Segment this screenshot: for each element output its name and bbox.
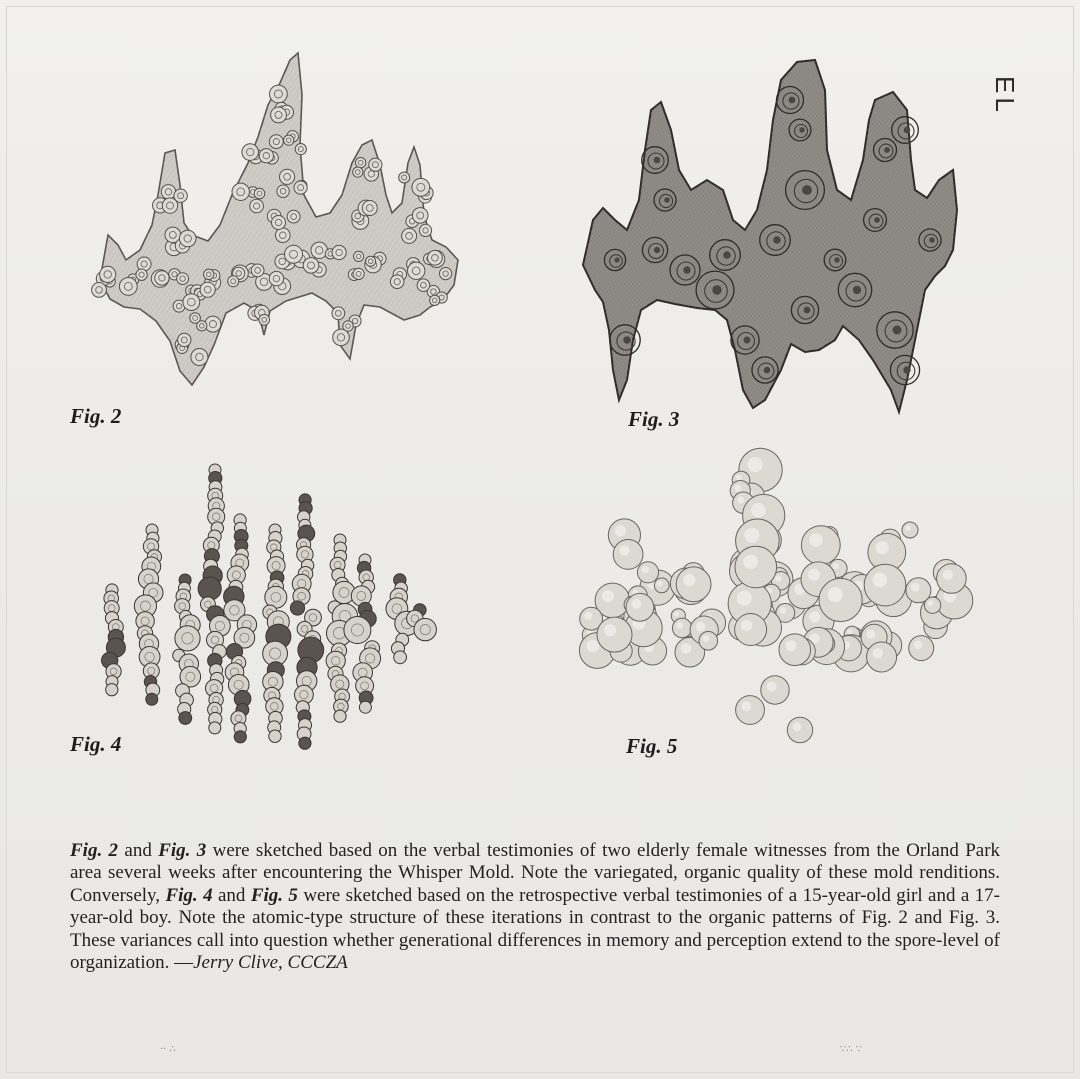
figure-4-label: Fig. 4 xyxy=(70,732,122,756)
figure-3-swirl-core xyxy=(654,247,660,253)
caption-and-2: and xyxy=(212,884,251,906)
figure-2-ring xyxy=(100,266,116,282)
figure-5-sphere-clusters xyxy=(579,448,972,742)
figure-2-ring xyxy=(355,158,365,168)
figure-5-sphere-highlight xyxy=(876,541,889,554)
figure-5-sphere-highlight xyxy=(775,575,781,581)
figure-2-ring xyxy=(232,183,249,200)
figure-2-ring xyxy=(269,135,283,149)
figure-5-sphere-highlight xyxy=(743,555,758,570)
figure-3-swirl-core xyxy=(773,236,781,244)
figure-5-sphere-highlight xyxy=(744,528,759,543)
figure-5-sphere-highlight xyxy=(734,485,741,492)
figure-2-ring xyxy=(332,307,345,320)
caption-text-2: were sketched based on the retrospective verbal testimonies of a 15-year-old girl and a 17-year-old boy. Note the atomic-type structure of these iterations in contrast to the organic patterns of Fig. 2 and Fig. 3. These variances call into question whether generational differences in memory and perception extend to the spore-level of organization. — xyxy=(70,884,1001,974)
figure-2-ring xyxy=(251,264,264,277)
figure-5-sphere xyxy=(613,540,643,570)
caption-author: Jerry Clive, CCCZA xyxy=(193,952,348,974)
figure-2-ring xyxy=(419,224,431,236)
figure-4-bead xyxy=(359,701,371,713)
figure-5-sphere-highlight xyxy=(741,701,751,711)
figure-3-swirl-core xyxy=(764,367,771,374)
figure-3-swirl-core xyxy=(874,217,880,223)
figure-2-ring xyxy=(354,251,364,261)
figure-2-ring xyxy=(277,185,289,197)
figure-2-ring xyxy=(190,313,201,324)
figure-2-ring xyxy=(280,169,295,184)
figure-4-bead xyxy=(269,730,281,742)
figure-2-ring xyxy=(254,188,265,199)
figure-2-ring xyxy=(353,268,364,279)
figure-3-swirl-core xyxy=(623,336,631,344)
caption-fig4-ref: Fig. 4 xyxy=(165,884,213,906)
figure-4-bead-dark xyxy=(179,712,192,725)
figure-5-drawing xyxy=(575,450,975,750)
figure-2-ring xyxy=(183,294,200,311)
figure-5-sphere xyxy=(735,546,777,588)
figure-2-ring xyxy=(205,316,221,332)
figure-3-swirl-core xyxy=(789,97,796,104)
margin-initials xyxy=(990,76,1030,146)
figure-5-sphere-highlight xyxy=(737,496,744,503)
figure-3-swirl-core xyxy=(853,286,861,294)
figure-2-sketch xyxy=(80,45,470,400)
figure-5-sphere-highlight xyxy=(833,563,839,569)
figure-5-sphere xyxy=(654,578,669,593)
figure-2-ring xyxy=(276,228,291,243)
figure-5-sphere-highlight xyxy=(780,607,787,614)
figure-5-sphere-highlight xyxy=(737,591,752,606)
figure-4-bead xyxy=(344,617,371,644)
figure-5-sphere xyxy=(864,564,906,606)
figure-2-ring xyxy=(228,276,239,287)
figure-5-sphere-highlight xyxy=(808,569,820,581)
figure-4-drawing xyxy=(90,460,440,755)
figure-2-ring xyxy=(177,273,189,285)
figure-5-sphere-highlight xyxy=(604,624,616,636)
figure-5-sphere xyxy=(867,642,897,672)
margin-initials-text: EL xyxy=(990,76,1020,116)
figure-3-swirl-core xyxy=(903,366,910,373)
figure-5-sphere-highlight xyxy=(657,581,662,586)
figure-2-ring xyxy=(178,333,191,346)
figure-2-ring xyxy=(271,107,287,123)
figure-5-sphere xyxy=(626,593,654,621)
figure-2-ring xyxy=(402,228,417,243)
figure-5-sphere-highlight xyxy=(785,640,796,651)
figure-5-sphere-highlight xyxy=(748,457,763,472)
caption-fig3-ref: Fig. 3 xyxy=(158,840,207,861)
figure-5-sphere-highlight xyxy=(911,583,920,592)
figure-5-sphere-highlight xyxy=(847,629,852,634)
figure-5-sphere-highlight xyxy=(584,612,592,620)
figure-5-sphere-highlight xyxy=(736,475,742,481)
figure-5-sketch xyxy=(575,450,975,750)
figure-5-sphere-highlight xyxy=(766,681,776,691)
figure-5-sphere-highlight xyxy=(681,643,691,653)
caption-fig5-ref: Fig. 5 xyxy=(250,884,298,906)
figure-3-swirl-core xyxy=(802,185,812,195)
figure-5-sphere xyxy=(736,696,765,725)
figure-5-sphere xyxy=(761,676,789,704)
figure-5-sphere-highlight xyxy=(905,525,911,531)
figure-5-sphere-highlight xyxy=(683,574,695,586)
scan-speck: ∵∴ ∵ xyxy=(840,1044,863,1055)
figure-2-ring xyxy=(259,149,273,163)
figure-3-swirl-core xyxy=(683,266,690,273)
figure-3-swirl-core xyxy=(712,285,721,294)
figure-2-ring xyxy=(390,275,404,289)
figure-4-bead xyxy=(414,618,436,640)
figure-5-sphere xyxy=(902,522,918,538)
figure-2-ring xyxy=(333,329,350,346)
figure-2-ring xyxy=(412,208,428,224)
figure-2-ring xyxy=(399,172,410,183)
figure-2-ring xyxy=(417,279,430,292)
figure-5-sphere xyxy=(819,578,862,621)
figure-2-ring xyxy=(204,269,214,279)
figure-2-ring xyxy=(369,158,382,171)
figure-2-ring xyxy=(428,250,443,265)
figure-3-swirl-core xyxy=(664,197,670,203)
figure-4-bead xyxy=(175,626,200,651)
figure-2-ring xyxy=(191,349,208,366)
figure-4-bead-dark xyxy=(299,737,311,749)
figure-3-swirl-core xyxy=(929,237,935,243)
figure-2-ring xyxy=(353,167,363,177)
figure-2-ring xyxy=(270,85,288,103)
figure-4-bead xyxy=(334,710,346,722)
figure-4-bead-dark xyxy=(146,693,158,705)
figure-5-sphere-highlight xyxy=(676,622,683,629)
figure-2-ring xyxy=(119,278,137,296)
figure-2-ring xyxy=(179,230,196,247)
figure-3-swirl-core xyxy=(799,127,804,132)
figure-3-swirl-core xyxy=(804,307,811,314)
caption-fig2-ref: Fig. 2 xyxy=(70,840,119,861)
figure-3-label: Fig. 3 xyxy=(628,407,680,431)
figure-5-sphere xyxy=(801,526,840,565)
figure-5-sphere-highlight xyxy=(674,612,679,617)
figure-2-ring xyxy=(366,256,376,266)
figure-4-sketch xyxy=(90,460,440,755)
figure-5-sphere-highlight xyxy=(873,648,883,658)
figure-2-ring xyxy=(272,216,286,230)
figure-5-sphere-highlight xyxy=(928,600,934,606)
figure-3-sketch xyxy=(575,40,970,425)
figure-2-ring xyxy=(162,198,177,213)
figure-5-sphere xyxy=(779,634,811,666)
figure-3-swirl-core xyxy=(834,257,839,262)
figure-5-sphere-highlight xyxy=(602,590,614,602)
figure-2-ring xyxy=(136,269,147,280)
figure-2-ring xyxy=(161,185,175,199)
figure-3-drawing xyxy=(575,40,970,425)
figure-5-sphere-highlight xyxy=(642,566,649,573)
figure-5-sphere xyxy=(787,717,812,742)
caption-and-1: and xyxy=(118,840,159,861)
figure-3-swirl-core xyxy=(904,127,911,134)
figure-2-ring xyxy=(412,178,430,196)
figure-2-ring xyxy=(242,144,259,161)
figure-2-label: Fig. 2 xyxy=(70,404,122,428)
figure-2-ring xyxy=(250,199,264,213)
figure-5-sphere-highlight xyxy=(828,587,843,602)
figure-5-sphere-highlight xyxy=(615,525,626,536)
figure-5-sphere xyxy=(672,618,691,637)
figure-5-sphere-highlight xyxy=(632,599,642,609)
figure-5-sphere-highlight xyxy=(741,620,752,631)
figure-5-sphere-highlight xyxy=(703,635,710,642)
figure-5-label: Fig. 5 xyxy=(626,734,678,758)
figure-5-sphere xyxy=(637,562,658,583)
scan-speck: ·· ∴ xyxy=(160,1044,176,1055)
figure-5-sphere-highlight xyxy=(809,612,820,623)
figure-4-bead xyxy=(106,684,118,696)
figure-2-ring xyxy=(362,201,377,216)
figure-5-sphere-highlight xyxy=(914,641,923,650)
figure-3-swirl-core xyxy=(884,147,890,153)
figure-5-sphere-highlight xyxy=(873,573,888,588)
figure-5-sphere-highlight xyxy=(696,622,706,632)
figure-2-ring xyxy=(284,135,294,145)
figure-2-ring xyxy=(200,282,215,297)
figure-5-sphere xyxy=(909,636,934,661)
figure-5-sphere-highlight xyxy=(587,640,600,653)
figure-4-bead-dark xyxy=(290,601,304,615)
figure-4-bead-clusters xyxy=(102,464,437,749)
figure-2-drawing xyxy=(80,45,470,400)
figure-2-ring xyxy=(343,321,353,331)
figure-2-ring xyxy=(440,268,452,280)
figure-2-ring xyxy=(408,262,425,279)
figure-5-sphere-highlight xyxy=(792,722,801,731)
figure-2-ring xyxy=(311,242,327,258)
figure-2-ring xyxy=(269,271,283,285)
figure-5-sphere-highlight xyxy=(809,533,823,547)
figure-2-ring xyxy=(294,181,307,194)
figure-caption-paragraph xyxy=(70,840,1000,974)
figure-3-swirl-core xyxy=(723,251,731,259)
figure-3-swirl-core xyxy=(614,257,619,262)
figure-3-swirl-core xyxy=(654,157,661,164)
figure-5-sphere xyxy=(735,614,767,646)
figure-4-bead-dark xyxy=(234,731,246,743)
figure-3-swirl-core xyxy=(893,326,902,335)
figure-2-ring xyxy=(332,245,346,259)
figure-2-ring xyxy=(430,295,440,305)
figure-2-ring xyxy=(92,283,107,298)
figure-2-ring xyxy=(137,257,151,271)
figure-2-ring xyxy=(285,245,303,263)
figure-2-ring xyxy=(155,271,169,285)
figure-2-ring xyxy=(303,258,319,274)
figure-5-sphere-highlight xyxy=(619,545,629,555)
figure-5-sphere-highlight xyxy=(751,503,766,518)
figure-2-ring xyxy=(259,314,270,325)
figure-5-sphere-highlight xyxy=(866,630,875,639)
figure-4-bead xyxy=(209,722,221,734)
figure-2-ring xyxy=(295,144,306,155)
figure-3-swirl-core xyxy=(744,337,751,344)
figure-2-ring xyxy=(287,210,300,223)
caption-text-1: were sketched based on the verbal testimonies of two elderly female witnesses from the Orland Park area several weeks after encountering the Whisper Mold. Note the variegated, organic quality of these mold renditions. Conversely, xyxy=(70,840,1001,906)
figure-5-sphere-highlight xyxy=(943,570,953,580)
figure-4-bead xyxy=(394,651,407,664)
